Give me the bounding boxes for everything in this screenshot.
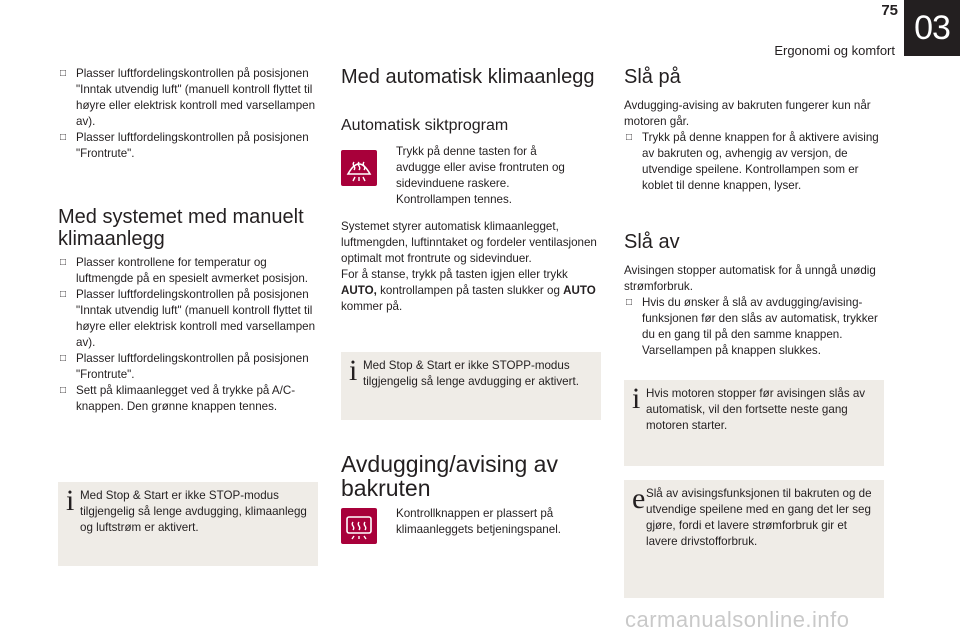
list-item: □ Sett på klimaanlegget ved å trykke på A/C-knappen. Den grønne knappen tennes. [60, 384, 296, 413]
icon-description: Kontrollknappen er plassert på klimaanleggets betjeningspanel. [396, 507, 562, 536]
bullet-square-icon: □ [60, 132, 67, 143]
info-box [341, 352, 601, 420]
info-icon: i [66, 484, 75, 517]
bullet-square-icon: □ [60, 385, 67, 396]
intro-bullet-list [58, 66, 316, 162]
bullet-square-icon: □ [626, 297, 633, 308]
bullet-square-icon: □ [60, 289, 67, 300]
automatic-paragraph [341, 219, 599, 315]
info-icon: i [349, 354, 358, 387]
section-heading-rear-defrost: Avdugging/avising av bakruten [341, 451, 558, 501]
list-item: □ Plasser luftfordelingskontrollen på posisjonen "Frontrute". [60, 131, 309, 160]
rear-defrost-icon [341, 508, 377, 544]
column-1 [58, 66, 316, 162]
paragraph: Avisingen stopper automatisk for å unngå unødig strømforbruk. [624, 264, 876, 293]
watermark: carmanualsonline.info [625, 607, 850, 632]
section-heading-off: Slå av [624, 231, 680, 253]
manual-bullet-list [58, 255, 316, 415]
chapter-title: Ergonomi og komfort [774, 43, 895, 58]
info-text: Hvis motoren stopper før avisingen slås av automatisk, vil den fortsette neste gang motoren starter. [646, 387, 866, 432]
paragraph: For å stanse, trykk på tasten igjen eller trykk AUTO, kontrollampen på tasten slukker og AUTO kommer på. [341, 268, 596, 313]
eco-icon: e [632, 482, 646, 515]
list-item: □ Plasser luftfordelingskontrollen på posisjonen "Inntak utvendig luft" (manuell kontroll flyttet til høyre eller elektrisk kontroll med varsellampen av). [60, 288, 316, 349]
eco-text: Slå av avisingsfunksjonen til bakruten og de utvendige speilene med en gang det ler seg gjøre, fordi et lavere strømforbruk gir et lavere drivstofforbruk. [646, 487, 872, 548]
list-item: □ Plasser kontrollene for temperatur og luftmengde på en spesielt avmerket posisjon. [60, 256, 309, 285]
list-item: □ Plasser luftfordelingskontrollen på posisjonen "Frontrute". [60, 352, 309, 381]
bullet-square-icon: □ [60, 353, 67, 364]
on-section [624, 98, 886, 194]
list-item: □ Trykk på denne knappen for å aktivere avising av bakruten og, avhengig av versjon, de utvendige speilene. Kontrollampen som er koblet til denne knappen, lyser. [626, 131, 879, 192]
defrost-icon [341, 150, 377, 186]
section-heading-manual: Med systemet med manuelt klimaanlegg [58, 206, 304, 250]
info-icon: i [632, 382, 641, 415]
paragraph: Systemet styrer automatisk klimaanlegget, luftmengden, luftinntaket og fordeler ventilasjonen optimalt mot frontrute og sidevinduer. [341, 220, 597, 265]
off-section [624, 263, 886, 359]
chapter-number: 03 [904, 0, 960, 56]
info-text: Med Stop & Start er ikke STOP-modus tilgjengelig så lenge avdugging, klimaanlegg og luftstrøm er aktivert. [80, 489, 307, 534]
subheading-visibility: Automatisk siktprogram [341, 117, 509, 134]
icon-description: Trykk på denne tasten for å avdugge eller avise frontruten og sidevinduene raskere. Kontrollampen tennes. [396, 145, 565, 206]
info-box [58, 482, 318, 566]
info-text: Med Stop & Start er ikke STOPP-modus tilgjengelig så lenge avdugging er aktivert. [363, 359, 579, 388]
bullet-square-icon: □ [626, 132, 633, 143]
info-box [624, 380, 884, 466]
page-number: 75 [881, 2, 898, 19]
list-item: □ Hvis du ønsker å slå av avdugging/avising-funksjonen før den slås av automatisk, trykker du en gang til på den samme knappen. Varsellampen på knappen slukkes. [626, 296, 878, 357]
eco-box [624, 480, 884, 598]
bullet-square-icon: □ [60, 68, 67, 79]
paragraph: Avdugging-avising av bakruten fungerer kun når motoren går. [624, 99, 871, 128]
bullet-square-icon: □ [60, 257, 67, 268]
section-heading-on: Slå på [624, 66, 681, 88]
list-item: □ Plasser luftfordelingskontrollen på posisjonen "Inntak utvendig luft" (manuell kontroll flyttet til høyre eller elektrisk kontroll med varsellampen av). [60, 67, 316, 128]
section-heading-automatic: Med automatisk klimaanlegg [341, 66, 595, 88]
